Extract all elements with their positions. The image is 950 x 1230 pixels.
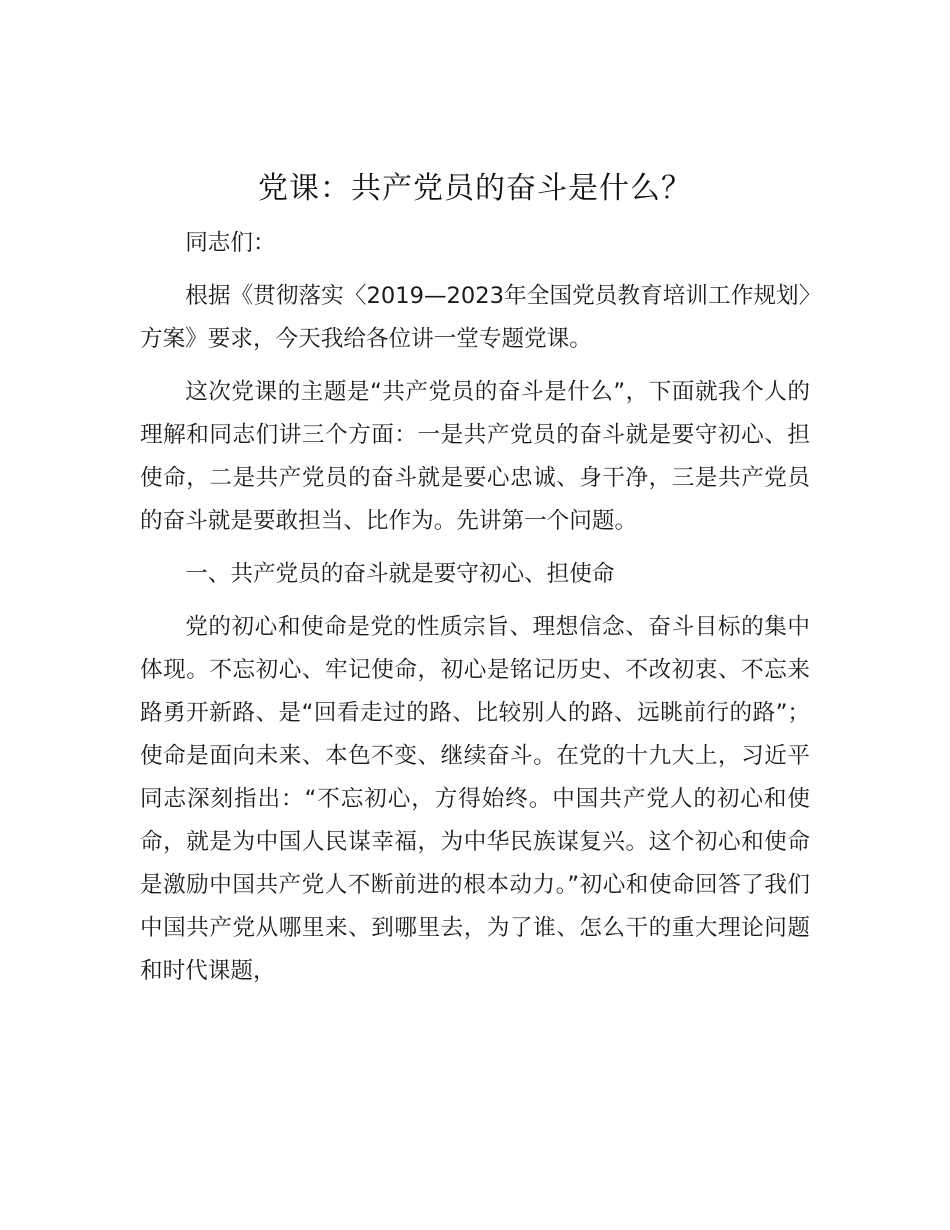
page-title: 党课：共产党员的奋斗是什么？ [258,171,692,206]
section-heading: 一、共产党员的奋斗就是要守初心、担使命 [185,561,615,587]
section-body-paragraph: 党的初心和使命是党的性质宗旨、理想信念、奋斗目标的集中体现。不忘初心、牢记使命，初心是铭记历史、不改初衷、不忘来路勇开新路、是“回看走过的路、比较别人的路、远眺前行的路”；使命是面向未来、本色不变、继续奋斗。在党的十九大上，习近平同志深刻指出：“不忘初心，方得始终。中国共产党人的初心和使命，就是为中国人民谋幸福，为中华民族谋复兴。这个初心和使命是激励中国共产党人不断前进的根本动力。”初心和使命回答了我们中国共产党从哪里来、到哪里去，为了谁、怎么干的重大理论问题和时代课题， [140,614,810,984]
theme-paragraph: 这次党课的主题是“共产党员的奋斗是什么”，下面就我个人的理解和同志们讲三个方面：一是共产党员的奋斗就是要守初心、担使命，二是共产党员的奋斗就是要心忠诚、身干净，三是共产党员的奋斗就是要敢担当、比作为。先讲第一个问题。 [140,379,810,534]
intro-paragraph: 根据《贯彻落实〈2019—2023年全国党员教育培训工作规划〉方案》要求，今天我给各位讲一堂专题党课。 [140,283,810,352]
salutation-paragraph: 同志们： [185,230,276,256]
document-body [140,222,810,1003]
